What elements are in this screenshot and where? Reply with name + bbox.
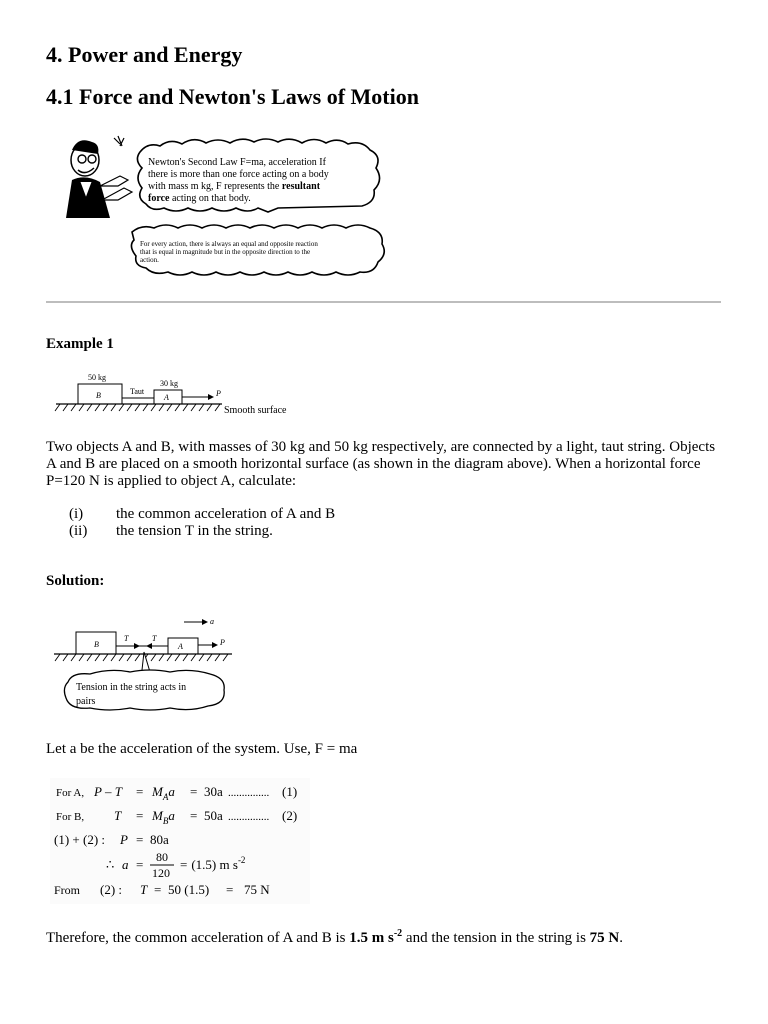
tension-note-line2: pairs <box>76 696 96 707</box>
eq-row2-equals2: = <box>190 808 198 823</box>
eq-row4-rhs: = (1.5) m $s^{-2}$ <box>180 855 246 872</box>
block-a <box>168 638 198 654</box>
solution-diagram-svg <box>50 612 250 716</box>
eq-row3-lhs: P <box>120 832 128 847</box>
accel-label: a <box>210 617 214 626</box>
conclusion-text-3: . <box>619 930 623 946</box>
string-label: Taut <box>130 387 145 396</box>
example-diagram-svg <box>52 370 312 420</box>
cartoon-svg <box>58 128 398 283</box>
solution-intro: Let a be the acceleration of the system. Use, F = ma <box>46 741 358 757</box>
section-title: 4.1 Force and Newton's Laws of Motion <box>46 84 419 109</box>
eq-row3-equals: = <box>136 832 144 847</box>
eq-row1-prefix: For A, <box>56 787 85 799</box>
equations-block <box>50 778 310 904</box>
mass-b-label: 50 kg <box>88 373 106 382</box>
section-divider <box>46 301 721 303</box>
solution-diagram <box>50 612 250 716</box>
eq-row1-lhs: P – T <box>94 784 122 799</box>
eq-row2-tag: (2) <box>282 808 298 823</box>
example-diagram <box>52 370 312 420</box>
conclusion-text-1: Therefore, the common acceleration of A and B is <box>46 930 350 946</box>
surface-hatching <box>55 404 220 411</box>
bubble2-line1: For every action, there is always an equal and opposite reaction <box>140 240 318 248</box>
list-item-number: (i) <box>69 506 84 522</box>
list-item-number: (ii) <box>69 523 88 539</box>
force-label: P <box>220 638 225 647</box>
newton-cartoon <box>58 128 398 283</box>
eq-row4-equals1: = <box>136 857 144 872</box>
eq-row2-equals1: = <box>136 808 144 823</box>
block-b-label: B <box>94 640 99 649</box>
scientist-figure <box>66 136 132 218</box>
equations-svg <box>50 778 310 904</box>
block-a-label: A <box>178 642 183 651</box>
eq-row1-equals2: = <box>190 784 198 799</box>
bubble1-line3: with mass m kg, F represents the resultant <box>148 181 321 192</box>
eq-row1-tag: (1) <box>282 784 298 799</box>
tension-note-line1: Tension in the string acts in <box>76 682 187 693</box>
eq-row5-tag: (2) : <box>100 882 123 897</box>
list-item-text: the common acceleration of A and B <box>116 506 336 522</box>
list-item-text: the tension T in the string. <box>116 523 273 539</box>
eq-row3-prefix: (1) + (2) : <box>54 832 106 847</box>
block-a-label: A <box>164 393 169 402</box>
eq-row5-rhs: 75 N <box>244 882 270 897</box>
conclusion-tension: 75 N <box>589 930 620 946</box>
eq-row5-equals2: = <box>226 882 234 897</box>
bubble1-line1: Newton's Second Law F=ma, acceleration If <box>148 157 326 168</box>
eq-row4-numerator: 80 <box>156 850 168 864</box>
eq-row1-rhs: 30a <box>204 784 223 799</box>
eq-row2-mass: $M_Ba$ <box>152 808 175 826</box>
conclusion <box>46 925 736 947</box>
force-label: P <box>216 389 221 398</box>
page-title: 4. Power and Energy <box>46 42 243 67</box>
problem-text: Two objects A and B, with masses of 30 kg and 50 kg respectively, are connected by a light, taut string. Objects A and B are placed on a smooth horizontal surface (as shown in the diagram above). When a horizontal force P=120 N is applied to object A, calculate: <box>46 439 716 489</box>
question-list <box>69 506 469 542</box>
eq-row3-rhs: 80a <box>150 832 169 847</box>
eq-row2-prefix: For B, <box>56 811 85 823</box>
eq-row2-dots: ............... <box>228 811 270 823</box>
block-b-label: B <box>96 391 101 400</box>
eq-row4-lhs: a <box>122 857 129 872</box>
tension-label-1: T <box>124 634 129 643</box>
eq-row1-dots: ............... <box>228 787 270 799</box>
eq-row2-rhs: 50a <box>204 808 223 823</box>
conclusion-accel: 1.5 m $s^{-2}$ <box>349 928 403 946</box>
eq-row5-lhs: T <box>140 882 148 897</box>
bubble2-line2: that is equal in magnitude but in the opposite direction to the <box>140 248 311 256</box>
eq-row5-mid: 50 (1.5) <box>168 882 210 897</box>
bubble2-line3: action. <box>140 256 159 264</box>
eq-row5-prefix: From <box>54 883 81 897</box>
conclusion-text-2: and the tension in the string is <box>402 930 590 946</box>
example-heading: Example 1 <box>46 336 114 352</box>
eq-row2-lhs: T <box>114 808 122 823</box>
eq-row4-denominator: 120 <box>152 866 170 880</box>
surface-hatching <box>55 654 228 661</box>
eq-row5-equals1: = <box>154 882 162 897</box>
eq-row4-therefore: ∴ <box>106 857 115 872</box>
solution-heading: Solution: <box>46 573 105 589</box>
bubble1-line4: force acting on that body. <box>148 193 251 204</box>
mass-a-label: 30 kg <box>160 379 178 388</box>
eq-row1-mass: $M_Aa$ <box>152 784 175 802</box>
surface-label: Smooth surface <box>224 405 287 416</box>
bubble1-line2: there is more than one force acting on a body <box>148 169 329 180</box>
tension-label-2: T <box>152 634 157 643</box>
eq-row1-equals1: = <box>136 784 144 799</box>
